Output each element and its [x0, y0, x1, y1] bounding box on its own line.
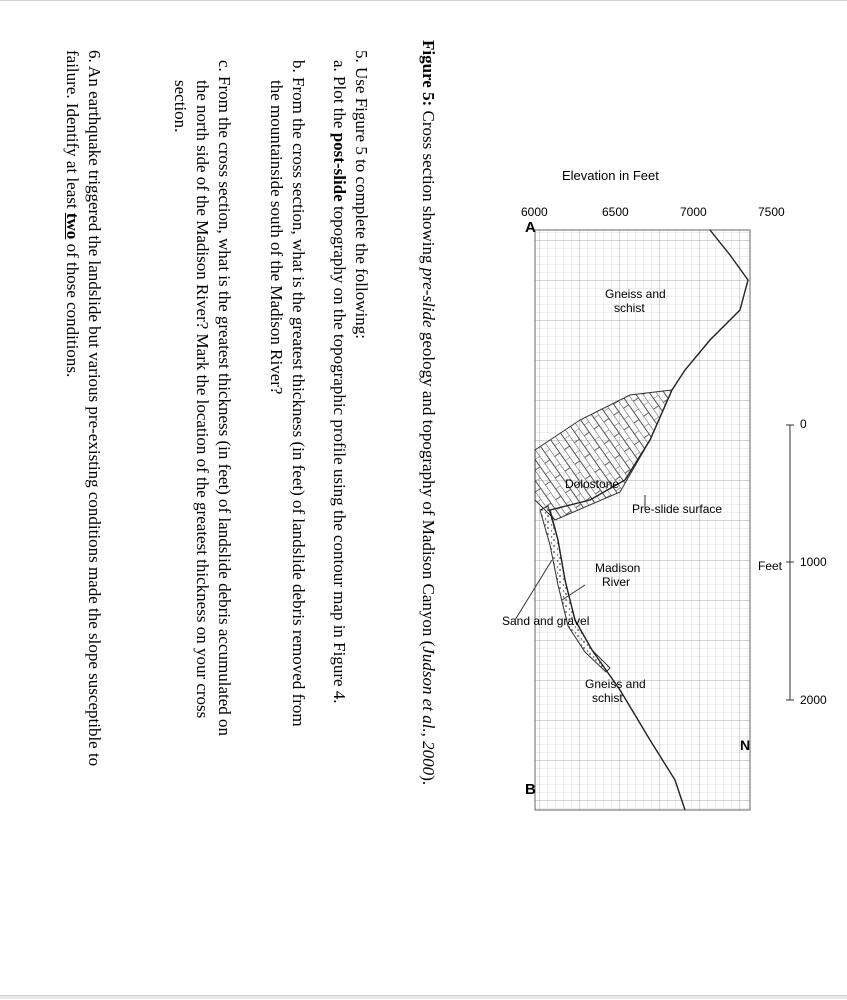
- caption-text-2: geology and topography of Madison Canyon (: [419, 327, 438, 647]
- label-gneiss-right: Gneiss and: [585, 677, 646, 691]
- scale-unit: Feet: [758, 559, 783, 573]
- q5a-bold: post-slide: [330, 132, 349, 202]
- tick-label-6000: 6000: [521, 205, 548, 219]
- label-gneiss-left: Gneiss and: [605, 287, 666, 301]
- end-label-b: B: [525, 781, 536, 798]
- caption-text-1: Cross section showing: [419, 106, 438, 268]
- tick-label-6500: 6500: [602, 205, 629, 219]
- caption-text-3: ).: [419, 775, 438, 786]
- axis-label: Elevation in Feet: [562, 168, 659, 183]
- label-river-1: Madison: [595, 561, 641, 575]
- label-dolostone: Dolostone: [565, 477, 620, 491]
- end-label-a: A: [525, 219, 536, 236]
- q5a-text-2: topography on the topographic profile using the contour map in Figure 4.: [330, 201, 349, 704]
- question-5: 5. Use Figure 5 to complete the following:: [352, 50, 371, 339]
- caption-italic-2: Judson et al., 2000: [419, 646, 438, 776]
- north-arrow: N: [740, 737, 751, 753]
- top-border: [0, 0, 847, 1]
- cross-section-figure: [502, 40, 827, 1000]
- scale-label-0: 0: [800, 417, 807, 431]
- question-6-line-2: [61, 50, 83, 1000]
- q6-text-2: of those conditions.: [63, 239, 82, 378]
- tick-label-7500: 7500: [758, 205, 785, 219]
- question-5c-line-1: c. From the cross section, what is the greatest thickness (in feet) of landslide debris accumulated on: [215, 60, 234, 737]
- question-5c-line-2: the north side of the Madison River? Mark the location of the greatest thickness on your cross: [193, 80, 212, 719]
- label-river-2: River: [602, 575, 631, 589]
- scale-bar: [758, 417, 827, 707]
- scale-label-2000: 2000: [800, 693, 827, 707]
- question-5a: [328, 60, 350, 1000]
- q6-bold-underline: two: [63, 212, 82, 240]
- figure-caption: [418, 40, 438, 1000]
- question-5b-line-1: b. From the cross section, what is the greatest thickness (in feet) of landslide debris removed from: [289, 60, 308, 727]
- bottom-border: [0, 995, 847, 999]
- question-5c-line-3: section.: [171, 80, 190, 133]
- tick-label-7000: 7000: [680, 205, 707, 219]
- label-sand-gravel: Sand and gravel: [502, 614, 590, 628]
- caption-italic-1: pre-slide: [419, 267, 438, 328]
- label-pre-slide: Pre-slide surface: [632, 502, 723, 516]
- question-6-line-1: 6. An earthquake triggered the landslide but various pre-existing conditions made the slope susceptible to: [85, 50, 104, 767]
- label-gneiss-left-2: schist: [614, 301, 645, 315]
- q5a-text-1: a. Plot the: [330, 60, 349, 133]
- rotated-page: [60, 40, 827, 1000]
- scale-label-1000: 1000: [800, 555, 827, 569]
- caption-lead: Figure 5:: [419, 40, 438, 107]
- q6-text-1: failure. Identify at least: [63, 50, 82, 213]
- label-gneiss-right-2: schist: [592, 691, 623, 705]
- question-5b-line-2: the mountainside south of the Madison River?: [267, 80, 286, 395]
